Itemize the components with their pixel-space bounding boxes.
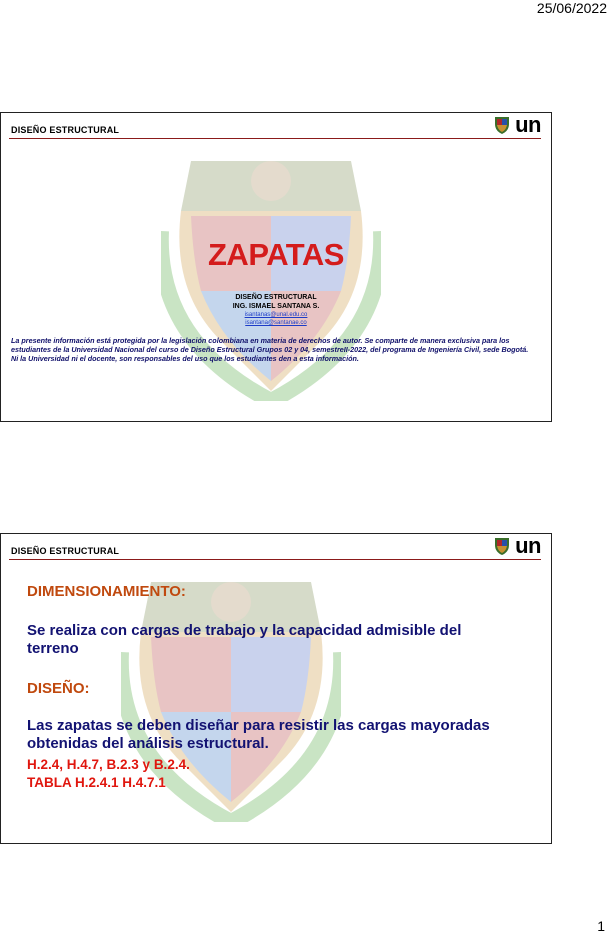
author-name: ING. ISMAEL SANTANA S. xyxy=(232,303,320,310)
code-references: H.2.4, H.4.7, B.2.3 y B.2.4. xyxy=(27,757,190,772)
page-number: 1 xyxy=(597,918,605,934)
university-shield-icon xyxy=(494,536,510,556)
logo-text: un xyxy=(515,112,541,137)
header-divider xyxy=(9,138,541,139)
author-block xyxy=(1,293,551,327)
heading-dimensionamiento: DIMENSIONAMIENTO: xyxy=(27,583,186,600)
page-date: 25/06/2022 xyxy=(536,0,607,16)
author-email-2[interactable]: isantana@santanae.co xyxy=(245,320,307,326)
header-divider xyxy=(9,559,541,560)
logo-text: un xyxy=(515,533,541,558)
heading-diseno: DISEÑO: xyxy=(27,680,90,697)
university-logo xyxy=(494,533,541,558)
author-email-1[interactable]: isantanas@unal.edu.co xyxy=(244,312,308,318)
slide-2 xyxy=(0,533,552,844)
diseno-text: Las zapatas se deben diseñar para resistir las cargas mayoradas obtenidas del análisis estructural. xyxy=(27,717,490,752)
slide-title: ZAPATAS xyxy=(208,237,344,272)
slide-header: DISEÑO ESTRUCTURAL xyxy=(11,546,120,556)
university-logo xyxy=(494,112,541,137)
slide-1 xyxy=(0,112,552,422)
dimensionamiento-text: Se realiza con cargas de trabajo y la capacidad admisible del terreno xyxy=(27,622,462,657)
university-shield-icon xyxy=(494,115,510,135)
author-course: DISEÑO ESTRUCTURAL xyxy=(235,294,317,301)
slide-header: DISEÑO ESTRUCTURAL xyxy=(11,125,120,135)
table-references: TABLA H.2.4.1 H.4.7.1 xyxy=(27,775,166,790)
copyright-notice: La presente información está protegida por la legislación colombiana en materia de derechos de autor. Se comparte de manera exclusiva para los estudiantes de la Universidad Nacional del curso de Diseño Estructural Grupos 02 y 04, semestreII-2022, del programa de Ingeniería Civil, sede Bogotá. Ni la Universidad ni el docente, son responsables del uso que los estudiantes den a esta información. xyxy=(11,336,529,363)
